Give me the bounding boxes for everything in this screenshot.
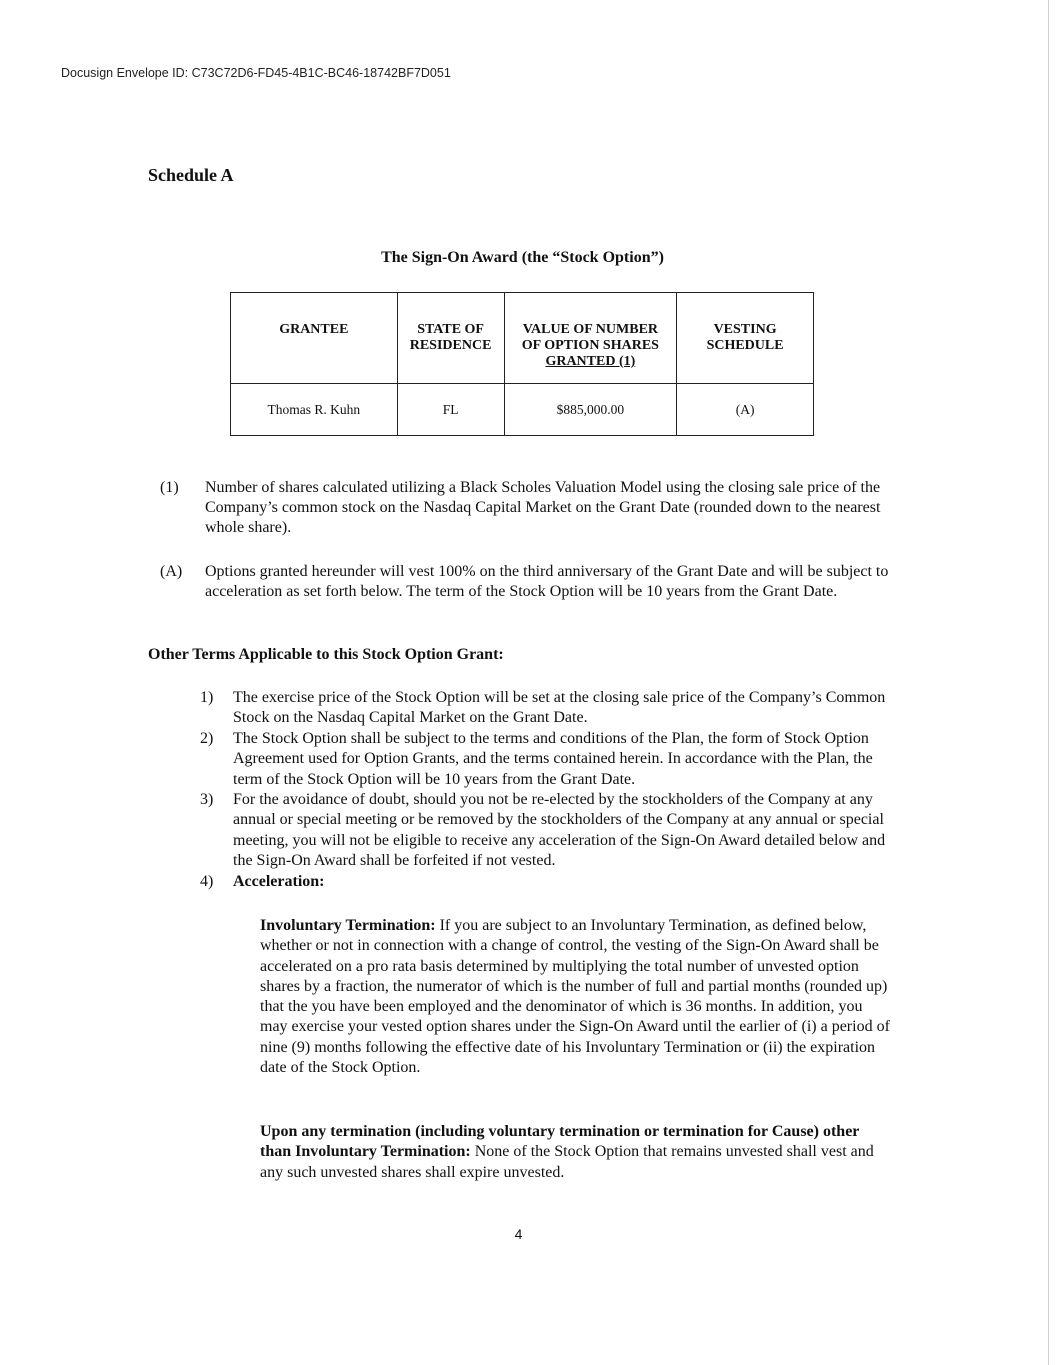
- header-line: VALUE OF NUMBER: [522, 322, 659, 337]
- footnote-text: Options granted hereunder will vest 100% on the third anniversary of the Grant Date and will be subject to acceleration as set forth below. The term of the Stock Option will be 10 years from the Grant Date.: [205, 563, 889, 600]
- list-item-number: 2): [200, 729, 214, 747]
- award-table-title: The Sign-On Award (the “Stock Option”): [381, 249, 664, 266]
- list-item: [200, 790, 897, 872]
- page-number: 4: [514, 1226, 523, 1242]
- header-value-of-shares: [504, 293, 677, 384]
- list-item-text: The Stock Option shall be subject to the terms and conditions of the Plan, the form of Stock Option Agreement used for Option Grants, and the terms contained herein. In accordance with the Plan, the term of the Stock Option will be 10 years from the Grant Date.: [233, 729, 873, 788]
- list-item: [200, 688, 897, 729]
- footnote-a: [160, 562, 895, 602]
- header-line: SCHEDULE: [706, 338, 784, 353]
- terms-list: [200, 688, 897, 892]
- table-row: [231, 384, 814, 436]
- footnote-label: (1): [160, 479, 179, 496]
- list-item: [200, 872, 897, 892]
- header-line: VESTING: [713, 322, 777, 337]
- involuntary-termination-heading: Involuntary Termination:: [260, 917, 436, 934]
- list-item-text: For the avoidance of doubt, should you not be re-elected by the stockholders of the Company at any annual or special meeting or be removed by the stockholders of the Company at any annual or special meeting, you will not be eligible to receive any acceleration of the Sign-On Award detailed below and the Sign-On Award shall be forfeited if not vested.: [233, 791, 886, 870]
- list-item-text: The exercise price of the Stock Option will be set at the closing sale price of the Company’s Common Stock on the Nasdaq Capital Market on the Grant Date.: [233, 689, 886, 727]
- cell-vesting: (A): [677, 384, 814, 436]
- cell-state: FL: [397, 384, 504, 436]
- header-grantee: [231, 293, 398, 384]
- other-termination-text: None of the Stock Option that remains unvested shall vest and any such unvested shares shall expire unvested.: [260, 1143, 874, 1181]
- list-item-number: 1): [200, 689, 214, 706]
- cell-value: $885,000.00: [504, 384, 677, 436]
- header-line: STATE OF: [417, 322, 484, 337]
- footnote-label: (A): [160, 563, 183, 580]
- list-item-text: Acceleration:: [233, 872, 325, 890]
- cell-grantee: Thomas R. Kuhn: [231, 384, 398, 436]
- footnote-1: [160, 478, 895, 538]
- list-item-number: 4): [200, 872, 214, 890]
- header-line: GRANTEE: [279, 322, 349, 337]
- header-line: OF OPTION SHARES: [521, 338, 659, 353]
- list-item-number: 3): [200, 791, 214, 809]
- header-line: GRANTED (1): [545, 354, 636, 369]
- header-line: RESIDENCE: [409, 338, 492, 353]
- header-state-of-residence: [397, 293, 504, 384]
- award-table: [230, 292, 814, 436]
- schedule-heading: Schedule A: [148, 165, 234, 185]
- other-termination-heading: Upon any termination (including voluntary termination or termination for Cause) other than Involuntary Termination:: [260, 1123, 860, 1161]
- other-terms-heading: Other Terms Applicable to this Stock Option Grant:: [148, 646, 504, 663]
- header-vesting-schedule: [677, 293, 814, 384]
- involuntary-termination-text: If you are subject to an Involuntary Termination, as defined below, whether or not in connection with a change of control, the vesting of the Sign-On Award shall be accelerated on a pro rata basis determined by multiplying the total number of unvested option shares by a fraction, the numerator of which is the number of full and partial months (rounded up) that the you have been employed and the denominator of which is 36 months. In addition, you may exercise your vested option shares under the Sign-On Award until the earlier of (i) a period of nine (9) months following the effective date of his Involuntary Termination or (ii) the expiration date of the Stock Option.: [260, 917, 890, 1077]
- footnote-text: Number of shares calculated utilizing a Black Scholes Valuation Model using the closing sale price of the Company’s common stock on the Nasdaq Capital Market on the Grant Date (rounded down to the nearest whole share).: [205, 479, 881, 536]
- list-item: [200, 729, 897, 790]
- docusign-envelope-id: Docusign Envelope ID: C73C72D6-FD45-4B1C-BC46-18742BF7D051: [61, 66, 451, 80]
- award-table-header-row: [231, 293, 814, 384]
- involuntary-termination-paragraph: [260, 916, 890, 1078]
- page-edge-line: [1048, 0, 1049, 1365]
- other-termination-paragraph: [260, 1122, 890, 1183]
